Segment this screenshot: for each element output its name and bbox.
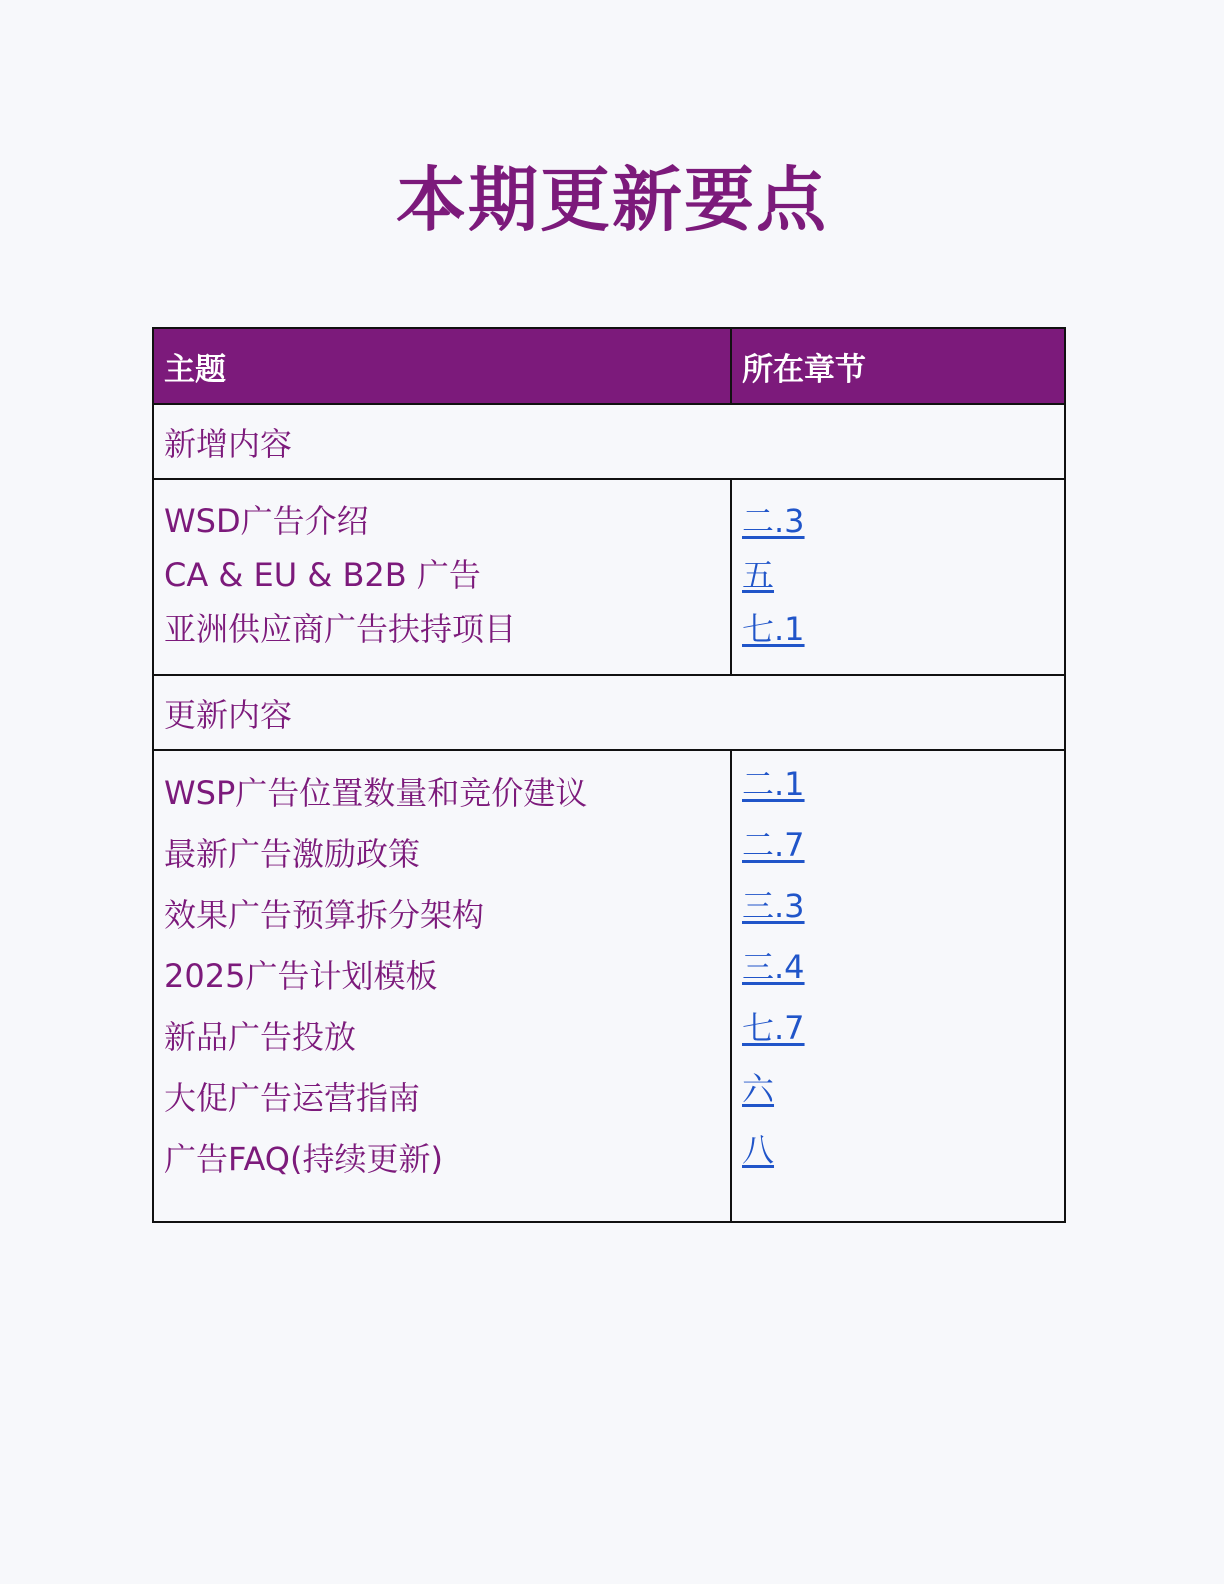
section-label-new: 新增内容	[153, 404, 1065, 479]
chapter-link[interactable]: 二.3	[742, 502, 805, 540]
header-topic: 主题	[153, 328, 731, 404]
chapter-link[interactable]: 六	[742, 1070, 775, 1108]
header-chapter: 所在章节	[731, 328, 1065, 404]
topic-cell	[153, 750, 731, 1222]
topic-item: 亚洲供应商广告扶持项目	[164, 610, 517, 648]
topic-item: 大促广告运营指南	[164, 1079, 421, 1117]
topic-item: 新品广告投放	[164, 1018, 357, 1056]
topic-item: WSD广告介绍	[164, 502, 369, 540]
chapter-link[interactable]: 八	[742, 1131, 775, 1169]
chapter-cell	[731, 479, 1065, 675]
topic-item: 广告FAQ(持续更新)	[164, 1140, 443, 1178]
topic-item: 2025广告计划模板	[164, 957, 438, 995]
chapter-link[interactable]: 三.4	[742, 948, 805, 986]
section-row-update	[153, 675, 1065, 750]
chapter-link[interactable]: 七.1	[742, 610, 805, 648]
section-row-new	[153, 404, 1065, 479]
section-label-update: 更新内容	[153, 675, 1065, 750]
chapter-cell	[731, 750, 1065, 1222]
update-summary-table	[152, 327, 1066, 1223]
table-row-new-items	[153, 479, 1065, 675]
topic-item: 效果广告预算拆分架构	[164, 896, 485, 934]
chapter-link[interactable]: 七.7	[742, 1009, 805, 1047]
chapter-link[interactable]: 五	[742, 556, 775, 594]
table-header-row	[153, 328, 1065, 404]
topic-item: CA & EU & B2B 广告	[164, 556, 481, 594]
page-title: 本期更新要点	[396, 159, 828, 241]
chapter-link[interactable]: 二.1	[742, 765, 805, 803]
topic-item: 最新广告激励政策	[164, 835, 421, 873]
chapter-link[interactable]: 二.7	[742, 826, 805, 864]
topic-cell	[153, 479, 731, 675]
chapter-link[interactable]: 三.3	[742, 887, 805, 925]
topic-item: WSP广告位置数量和竞价建议	[164, 774, 588, 812]
table-row-update-items	[153, 750, 1065, 1222]
